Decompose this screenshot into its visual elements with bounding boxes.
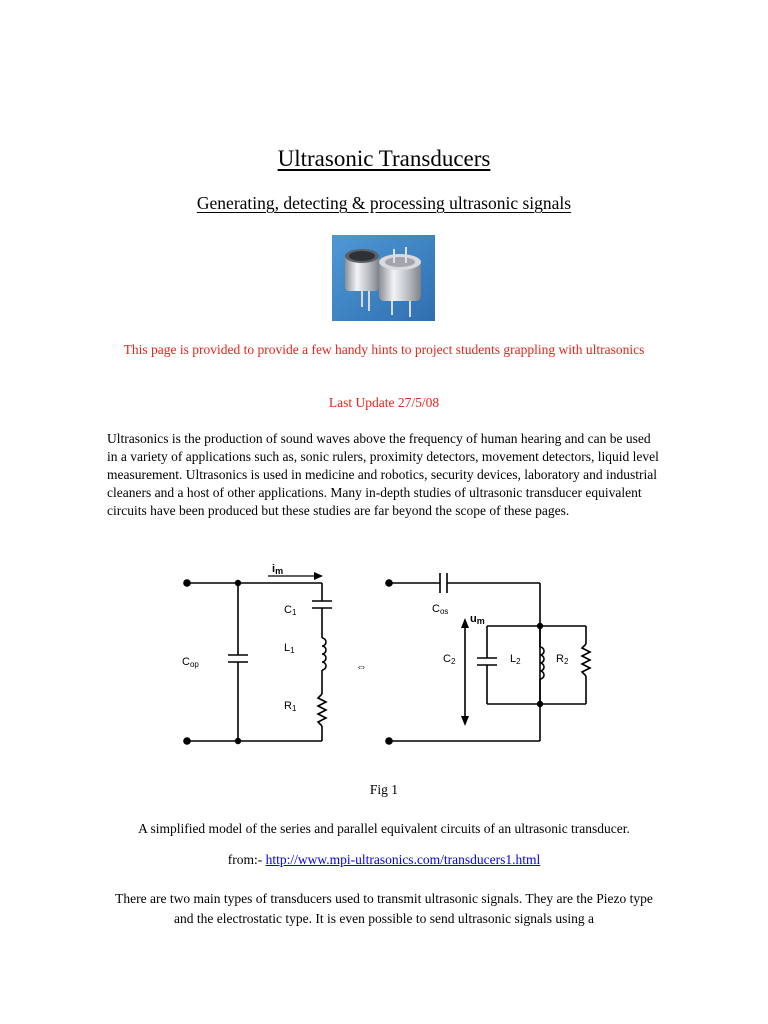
label-r2: R2 xyxy=(556,653,569,666)
transducer-photo xyxy=(332,235,435,321)
page-title: Ultrasonic Transducers xyxy=(277,146,491,171)
body-paragraph: There are two main types of transducers used to transmit ultrasonic signals. They are the Piezo type and the electrostatic type. It is even possible to send ultrasonic signals using a xyxy=(115,891,653,926)
source-prefix: from:- xyxy=(227,852,266,867)
label-im: im xyxy=(272,563,284,576)
figure-caption: A simplified model of the series and parallel equivalent circuits of an ultrasonic transducer. xyxy=(138,821,630,836)
label-c2: C2 xyxy=(443,653,456,666)
label-um: um xyxy=(470,613,485,626)
label-cop: Cop xyxy=(182,656,199,669)
notice-text: This page is provided to provide a few handy hints to project students grappling with ultrasonics xyxy=(123,342,645,357)
label-r1: R1 xyxy=(284,700,297,713)
intro-paragraph: Ultrasonics is the production of sound waves above the frequency of human hearing and can be used in a variety of applications such as, sonic rulers, proximity detectors, movement detectors, liquid level measurement. Ultrasonics is used in medicine and robotics, security devices, laboratory and industrial cleaners and a host of other applications. Many in-depth studies of ultrasonic transducer equivalent circuits have been produced but these studies are far beyond the scope of these pages. xyxy=(107,431,659,518)
label-c1: C1 xyxy=(284,604,297,617)
equivalence-symbol: ⇔ xyxy=(356,661,367,673)
label-cos: Cos xyxy=(432,603,449,616)
last-update: Last Update 27/5/08 xyxy=(328,395,440,410)
figure-label: Fig 1 xyxy=(369,782,399,797)
label-l2: L2 xyxy=(510,653,521,666)
source-link[interactable]: http://www.mpi-ultrasonics.com/transducers1.html xyxy=(265,852,541,867)
equivalent-circuit-diagram xyxy=(170,556,610,756)
page-subtitle: Generating, detecting & processing ultrasonic signals xyxy=(196,193,572,213)
source-line xyxy=(0,852,768,868)
label-l1: L1 xyxy=(284,642,295,655)
